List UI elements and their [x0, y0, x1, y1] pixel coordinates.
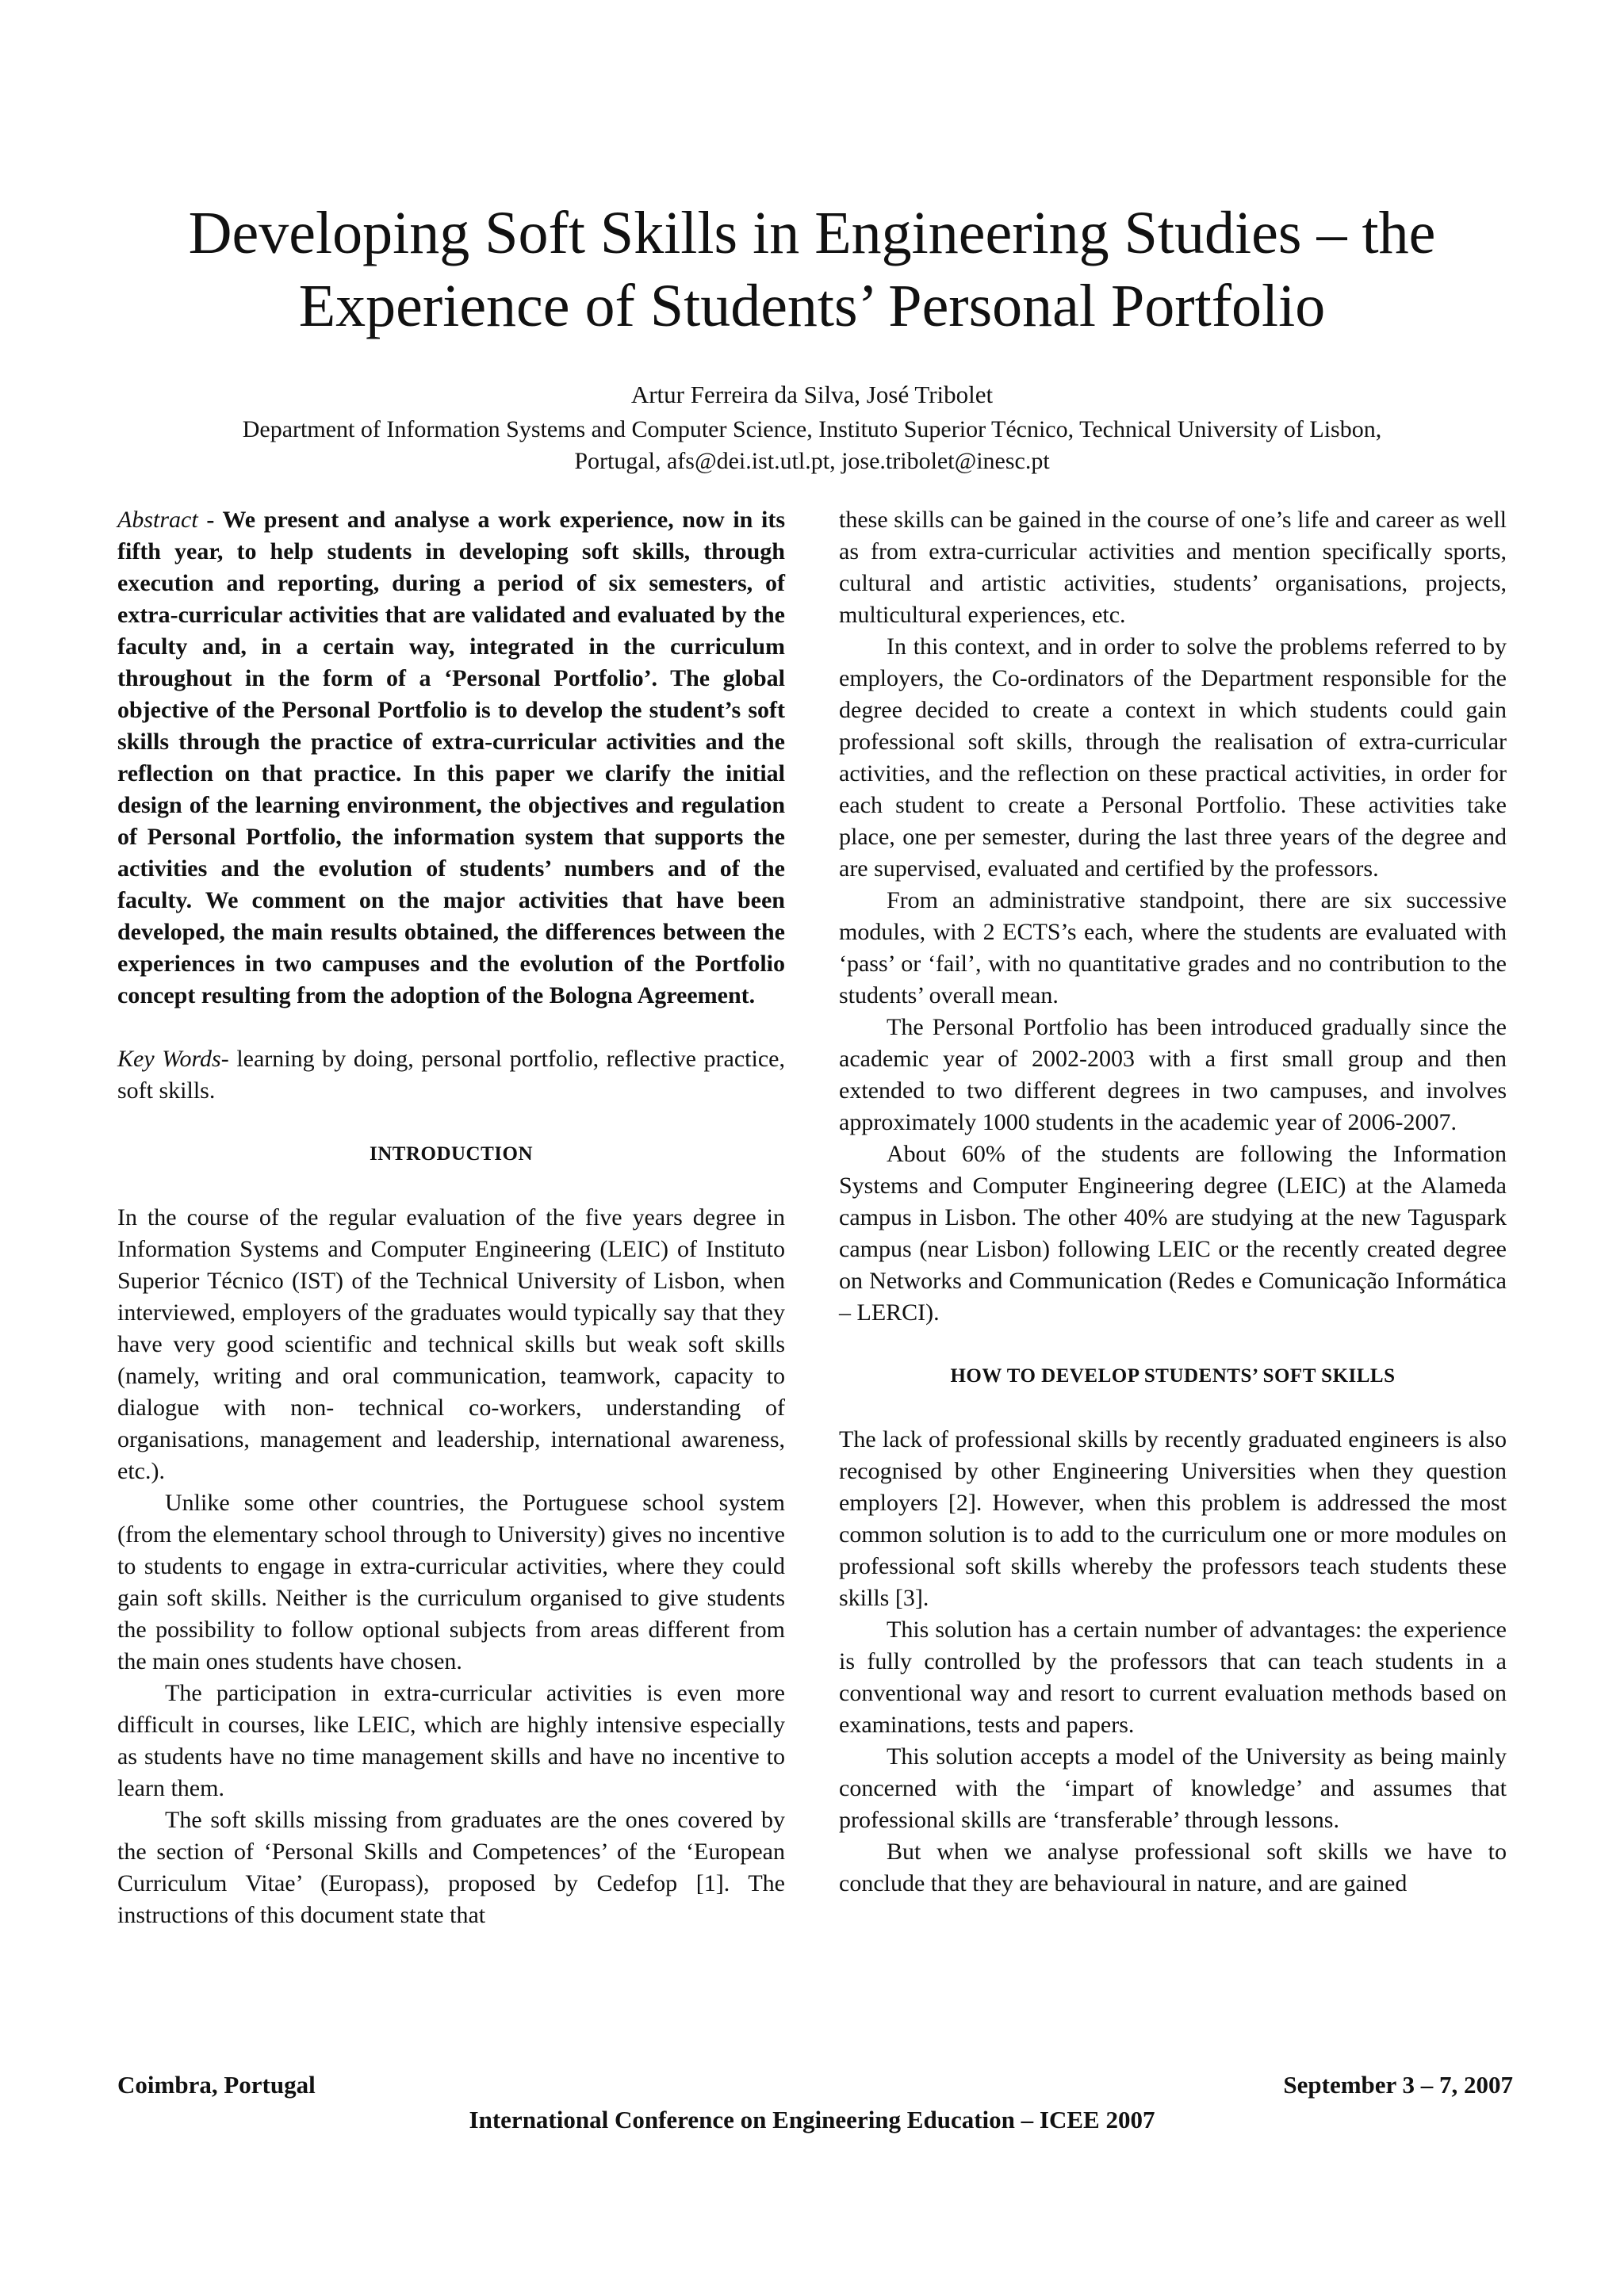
- affiliation: [127, 414, 1497, 477]
- footer-dates: September 3 – 7, 2007: [1283, 2071, 1513, 2099]
- paper-title: [95, 197, 1529, 342]
- body-paragraph: From an administrative standpoint, there are six successive modules, with 2 ECTS’s each, where the students are evaluated with ‘pass’ or ‘fail’, with no quantitative grades and no contribution to the students’ overall mean.: [839, 887, 1507, 1008]
- affiliation-line-1: Department of Information Systems and Computer Science, Instituto Superior Técnico, Technical University of Lisbon,: [242, 416, 1382, 442]
- title-line-2: Experience of Students’ Personal Portfolio: [298, 273, 1326, 339]
- body-paragraph: these skills can be gained in the course of one’s life and career as well as from extra-curricular activities and mention specifically sports, cultural and artistic activities, students’ organisations, projects, multicultural experiences, etc.: [839, 507, 1507, 628]
- right-column: [839, 504, 1507, 1900]
- soft-skills-heading: HOW TO DEVELOP STUDENTS’ SOFT SKILLS: [950, 1365, 1396, 1387]
- section-paragraph: This solution accepts a model of the University as being mainly concerned with the ‘impart of knowledge’ and assumes that professional skills are ‘transferable’ through lessons.: [839, 1743, 1507, 1833]
- body-paragraph: About 60% of the students are following the Information Systems and Computer Engineering degree (LEIC) at the Alameda campus in Lisbon. The other 40% are studying at the new Taguspark campus (near Lisbon) following LEIC or the recently created degree on Networks and Communication (Redes e Comunicação Informática – LERCI).: [839, 1141, 1507, 1326]
- intro-paragraph: The soft skills missing from graduates are the ones covered by the section of ‘Personal Skills and Competences’ of the ‘European Curriculum Vitae’ (Europass), proposed by Cedefop [1]. The instructions of this document state that: [117, 1807, 785, 1928]
- body-paragraph: The Personal Portfolio has been introduced gradually since the academic year of 2002-2003 with a first small group and then extended to two different degrees in two campuses, and involves approximately 1000 students in the academic year of 2006-2007.: [839, 1014, 1507, 1135]
- intro-paragraph: In the course of the regular evaluation of the five years degree in Information Systems and Computer Engineering (LEIC) of Instituto Superior Técnico (IST) of the Technical University of Lisbon, when interviewed, employers of the graduates would typically say that they have very good scientific and technical skills but weak soft skills (namely, writing and oral communication, teamwork, capacity to dialogue with non- technical co-workers, understanding of organisations, management and leadership, international awareness, etc.).: [117, 1204, 785, 1484]
- authors: Artur Ferreira da Silva, José Tribolet: [630, 381, 994, 408]
- section-paragraph: But when we analyse professional soft skills we have to conclude that they are behavioural in nature, and are gained: [839, 1839, 1507, 1896]
- keywords: [117, 1043, 785, 1107]
- section-paragraph: The lack of professional skills by recently graduated engineers is also recognised by other Engineering Universities when they question employers [2]. However, when this problem is addressed the most common solution is to add to the curriculum one or more modules on professional soft skills whereby the professors teach students these skills [3].: [839, 1426, 1507, 1611]
- footer-location: Coimbra, Portugal: [117, 2071, 316, 2099]
- intro-paragraph: Unlike some other countries, the Portuguese school system (from the elementary school through to University) gives no incentive to students to engage in extra-curricular activities, where they could gain soft skills. Neither is the curriculum organised to give students the possibility to follow optional subjects from areas different from the main ones students have chosen.: [117, 1490, 785, 1674]
- abstract-text: - We present and analyse a work experience, now in its fifth year, to help students in developing soft skills, through execution and reporting, during a period of six semesters, of extra-curricular activities that are validated and evaluated by the faculty and, in a certain way, integrated in the curriculum throughout in the form of a ‘Personal Portfolio’. The global objective of the Personal Portfolio is to develop the student’s soft skills through the practice of extra-curricular activities and the reflection on that practice. In this paper we clarify the initial design of the learning environment, the objectives and regulation of Personal Portfolio, the information system that supports the activities and the evolution of students’ numbers and of the faculty. We comment on the major activities that have been developed, the main results obtained, the differences between the experiences in two campuses and the evolution of the Portfolio concept resulting from the adoption of the Bologna Agreement.: [117, 507, 785, 1008]
- keywords-text: - learning by doing, personal portfolio, reflective practice, soft skills.: [117, 1046, 785, 1104]
- body-paragraph: In this context, and in order to solve the problems referred to by employers, the Co-ordinators of the Department responsible for the degree decided to create a context in which students could gain professional soft skills, through the realisation of extra-curricular activities, and the reflection on these practical activities, in order for each student to create a Personal Portfolio. These activities take place, one per semester, during the last three years of the degree and are supervised, evaluated and certified by the professors.: [839, 633, 1507, 882]
- section-paragraph: This solution has a certain number of advantages: the experience is fully controlled by the professors that can teach students in a conventional way and resort to current evaluation methods based on examinations, tests and papers.: [839, 1617, 1507, 1738]
- abstract-label: Abstract: [117, 507, 198, 533]
- title-line-1: Developing Soft Skills in Engineering Studies – the: [188, 200, 1436, 266]
- left-column: [117, 504, 785, 1931]
- abstract: [117, 504, 785, 1012]
- affiliation-line-2: Portugal, afs@dei.ist.utl.pt, jose.tribolet@inesc.pt: [574, 448, 1050, 474]
- introduction-heading: INTRODUCTION: [369, 1143, 534, 1165]
- intro-paragraph: The participation in extra-curricular activities is even more difficult in courses, like LEIC, which are highly intensive especially as students have no time management skills and have no incentive to learn them.: [117, 1680, 785, 1801]
- keywords-label: Key Words: [117, 1046, 221, 1072]
- footer-conference: International Conference on Engineering Education – ICEE 2007: [469, 2106, 1155, 2133]
